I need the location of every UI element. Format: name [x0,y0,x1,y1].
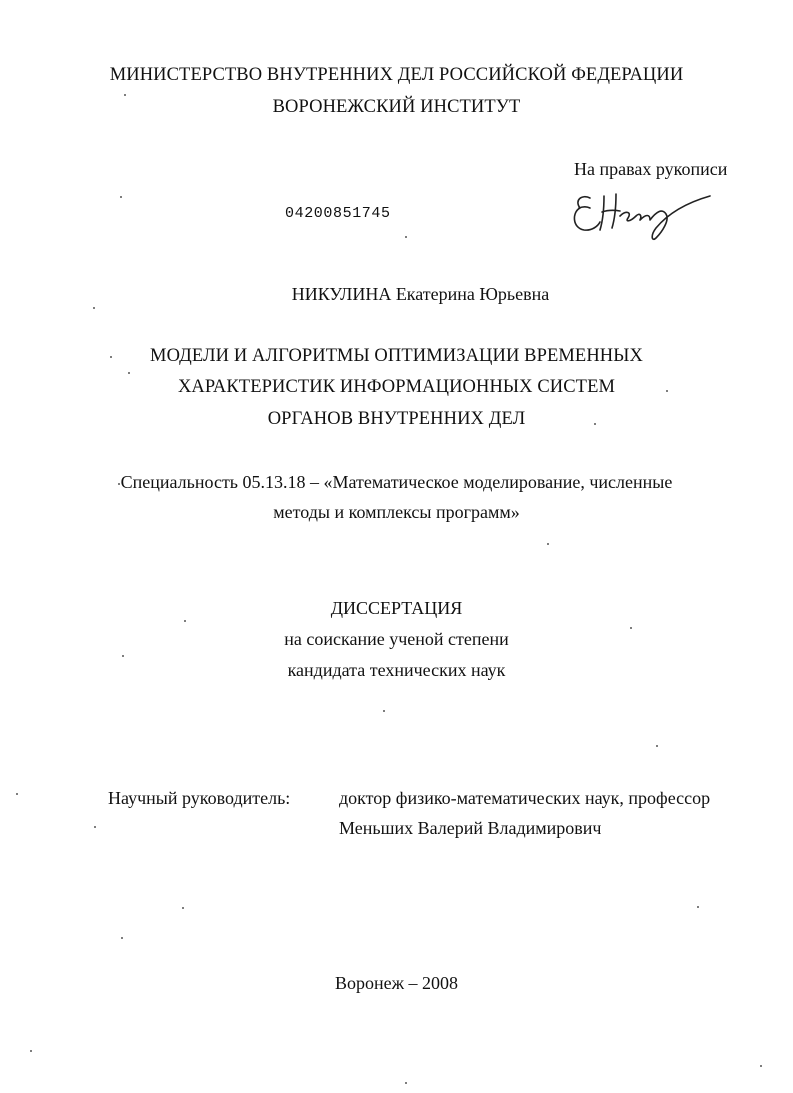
specialty-line-2: методы и комплексы программ» [273,502,520,522]
scan-speck [128,372,130,374]
scan-speck [405,236,407,238]
scan-speck [697,906,699,908]
title-line-1: МОДЕЛИ И АЛГОРИТМЫ ОПТИМИЗАЦИИ ВРЕМЕННЫХ [150,346,643,366]
scan-speck [94,826,96,828]
scan-speck [122,655,124,657]
signature-stroke [602,210,620,212]
scan-speck [16,793,18,795]
scan-speck [630,627,632,629]
ministry-heading: МИНИСТЕРСТВО ВНУТРЕННИХ ДЕЛ РОССИЙСКОЙ ФЕДЕРАЦИИ [109,65,684,85]
signature [570,186,720,242]
author-name: НИКУЛИНА Екатерина Юрьевна [291,284,550,304]
work-type-line-2: кандидата технических наук [287,660,506,680]
work-type-line-1: на соискание ученой степени [284,629,509,649]
scan-speck [760,1065,762,1067]
signature-stroke [620,196,710,239]
scan-speck [30,1050,32,1052]
specialty-line-1: Специальность 05.13.18 – «Математическое моделирование, численные [120,472,673,492]
registration-number: 04200851745 [285,205,391,222]
institute-heading: ВОРОНЕЖСКИЙ ИНСТИТУТ [272,97,521,117]
supervisor-degree: доктор физико-математических наук, профессор [339,788,711,808]
scan-speck [118,483,120,485]
supervisor-label: Научный руководитель: [108,788,291,808]
scan-speck [182,907,184,909]
scan-speck [656,745,658,747]
signature-stroke [579,207,590,208]
scan-speck [547,543,549,545]
title-line-2: ХАРАКТЕРИСТИК ИНФОРМАЦИОННЫХ СИСТЕМ [177,377,616,397]
work-type-title: ДИССЕРТАЦИЯ [330,598,463,618]
scan-speck [184,620,186,622]
scan-speck [120,196,122,198]
signature-stroke [574,197,600,230]
scan-speck [594,423,596,425]
scan-speck [383,710,385,712]
scan-speck [405,1082,407,1084]
title-line-3: ОРГАНОВ ВНУТРЕННИХ ДЕЛ [267,409,526,429]
scan-speck [93,307,95,309]
supervisor-name: Меньших Валерий Владимирович [339,818,602,838]
scan-speck [121,937,123,939]
scan-speck [666,390,668,392]
scan-speck [124,94,126,96]
signature-stroke [600,196,604,230]
city-year: Воронеж – 2008 [334,973,459,993]
scan-speck [110,356,112,358]
manuscript-note: На правах рукописи [574,159,728,179]
